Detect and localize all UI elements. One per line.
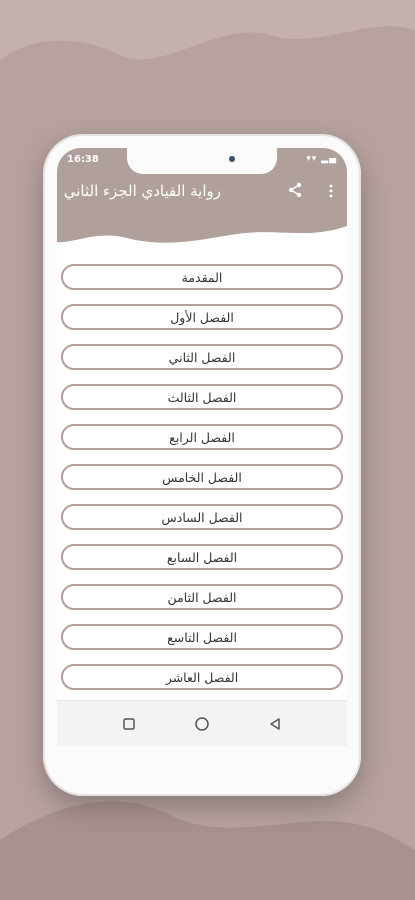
chapter-item-7[interactable]: الفصل السابع: [61, 544, 343, 570]
app-header: [57, 148, 347, 220]
chapter-item-3[interactable]: الفصل الثالث: [61, 384, 343, 410]
status-icons: ▾▾ ▂▄: [306, 154, 337, 164]
app-screen: [57, 148, 347, 746]
chapter-item-5[interactable]: الفصل الخامس: [61, 464, 343, 490]
status-time: 16:38: [67, 154, 99, 165]
share-icon[interactable]: [287, 182, 303, 198]
chapter-item-9[interactable]: الفصل التاسع: [61, 624, 343, 650]
triangle-back-icon[interactable]: [267, 716, 283, 732]
chapter-item-intro[interactable]: المقدمة: [61, 264, 343, 290]
app-title: رواية القيادي الجزء الثاني: [63, 182, 221, 200]
chapter-item-6[interactable]: الفصل السادس: [61, 504, 343, 530]
chapter-item-4[interactable]: الفصل الرابع: [61, 424, 343, 450]
phone-notch: [127, 148, 277, 174]
chapter-item-2[interactable]: الفصل الثاني: [61, 344, 343, 370]
more-vert-icon[interactable]: [329, 184, 333, 198]
chapter-item-1[interactable]: الفصل الأول: [61, 304, 343, 330]
square-icon[interactable]: [121, 716, 137, 732]
chapter-list: [57, 264, 347, 704]
header-wave: [57, 220, 347, 250]
camera-dot: [229, 156, 235, 162]
chapter-item-8[interactable]: الفصل الثامن: [61, 584, 343, 610]
chapter-item-10[interactable]: الفصل العاشر: [61, 664, 343, 690]
android-nav-bar: [57, 700, 347, 746]
circle-icon[interactable]: [194, 716, 210, 732]
phone-frame: [43, 134, 361, 796]
